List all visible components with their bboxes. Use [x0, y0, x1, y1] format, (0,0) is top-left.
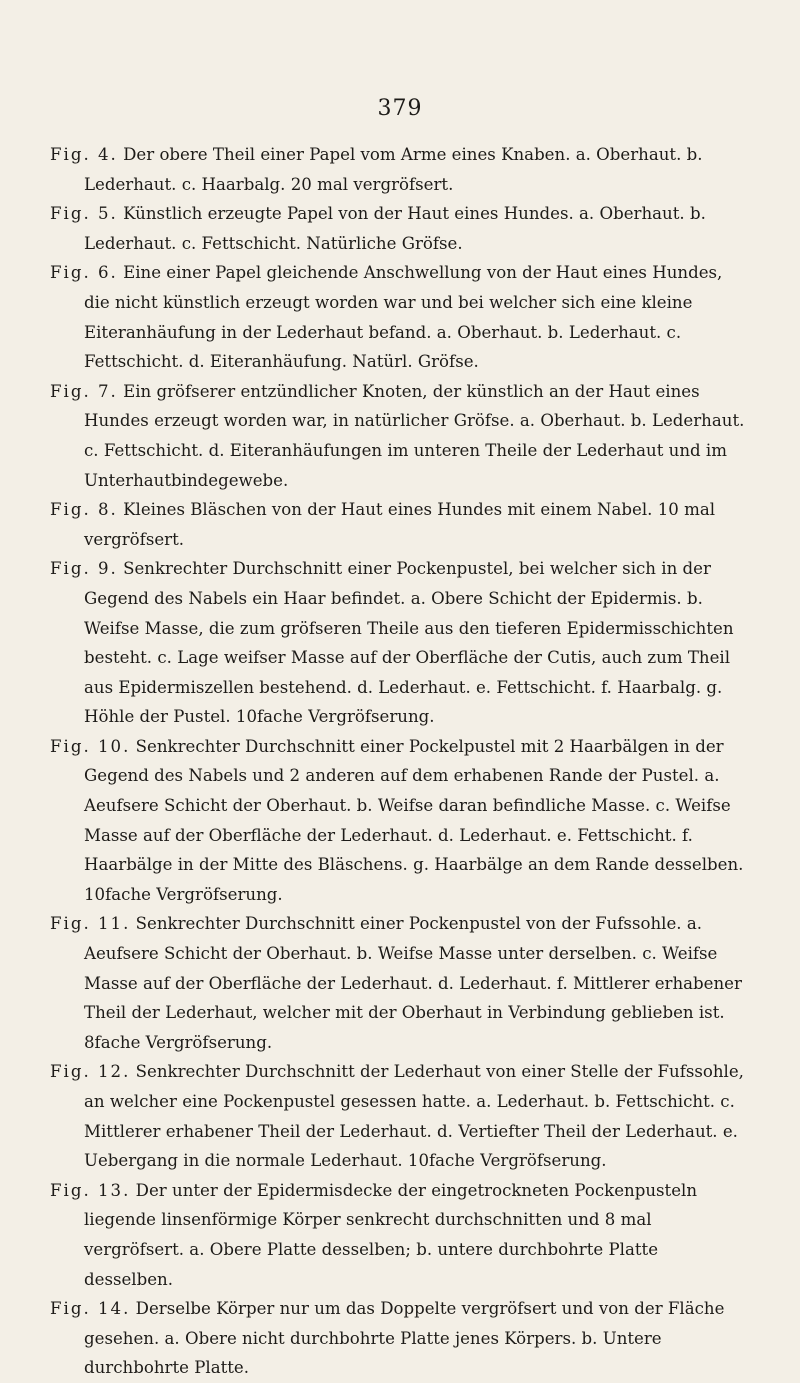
figure-entry [50, 909, 750, 1057]
figure-label: Fig. 10. [50, 736, 131, 756]
figure-entry [50, 199, 750, 258]
figure-description: Ein gröfserer entzündlicher Knoten, der künstlich an der Haut eines Hundes erzeugt worden war, in natürlicher Gröfse. a. Oberhaut. b. Lederhaut. c. Fettschicht. d. Eiteranhäufungen im unteren Theile der Lederhaut und im Unterhautbindegewebe. [84, 381, 745, 490]
figure-entry [50, 1294, 750, 1383]
page-number: 379 [377, 96, 423, 121]
figure-label: Fig. 9. [50, 559, 118, 579]
figure-description: Kleines Bläschen von der Haut eines Hundes mit einem Nabel. 10 mal vergröfsert. [84, 500, 716, 549]
figure-description: Der unter der Epidermisdecke der eingetrockneten Pockenpusteln liegende linsenförmige Körper senkrecht durchschnitten und 8 mal vergröfsert. a. Obere Platte desselben; b. untere durchbohrte Platte desselben. [84, 1180, 698, 1289]
figure-description: Der obere Theil einer Papel vom Arme eines Knaben. a. Oberhaut. b. Lederhaut. c. Haarbalg. 20 mal vergröfsert. [84, 145, 703, 194]
figure-entry [50, 140, 750, 199]
figure-label: Fig. 4. [50, 145, 118, 164]
figure-description: Senkrechter Durchschnitt der Lederhaut von einer Stelle der Fufssohle, an welcher eine Pockenpustel gesessen hatte. a. Lederhaut. b. Fettschicht. c. Mittlerer erhabener Theil der Lederhaut. d. Vertiefter Theil der Lederhaut. e. Uebergang in die normale Lederhaut. 10fache Vergröfserung. [84, 1062, 744, 1171]
figure-label: Fig. 5. [50, 204, 118, 224]
figure-description: Künstlich erzeugte Papel von der Haut eines Hundes. a. Oberhaut. b. Lederhaut. c. Fettschicht. Natürliche Gröfse. [84, 204, 706, 253]
figure-description: Senkrechter Durchschnitt einer Pockenpustel, bei welcher sich in der Gegend des Nabels ein Haar befindet. a. Obere Schicht der Epidermis. b. Weifse Masse, die zum gröfseren Theile aus den tieferen Epidermisschichten besteht. c. Lage weifser Masse auf der Oberfläche der Cutis, auch zum Theil aus Epidermiszellen bestehend. d. Lederhaut. e. Fettschicht. f. Haarbalg. g. Höhle der Pustel. 10fache Vergröfserung. [84, 559, 734, 727]
figure-label: Fig. 11. [50, 914, 131, 934]
figure-entry [50, 258, 750, 376]
figure-entry [50, 1057, 750, 1175]
figure-description: Senkrechter Durchschnitt einer Pockenpustel von der Fufssohle. a. Aeufsere Schicht der Oberhaut. b. Weifse Masse unter derselben. c. Weifse Masse auf der Oberfläche der Lederhaut. d. Lederhaut. f. Mittlerer erhabener Theil der Lederhaut, welcher mit der Oberhaut in Verbindung geblieben ist. 8fache Vergröfserung. [84, 914, 742, 1052]
figure-label: Fig. 12. [50, 1062, 131, 1082]
figure-entry [50, 495, 750, 554]
figure-entry [50, 732, 750, 910]
figure-description: Senkrechter Durchschnitt einer Pockelpustel mit 2 Haarbälgen in der Gegend des Nabels und 2 anderen auf dem erhabenen Rande der Pustel. a. Aeufsere Schicht der Oberhaut. b. Weifse daran befindliche Masse. c. Weifse Masse auf der Oberfläche der Lederhaut. d. Lederhaut. e. Fettschicht. f. Haarbälge in der Mitte des Bläschens. g. Haarbälge an dem Rande desselben. 10fache Vergröfserung. [84, 736, 744, 904]
figure-legend-list [50, 140, 750, 1383]
figure-entry [50, 1176, 750, 1294]
figure-label: Fig. 8. [50, 500, 118, 520]
figure-entry [50, 554, 750, 732]
figure-entry [50, 377, 750, 495]
figure-label: Fig. 7. [50, 381, 118, 401]
figure-description: Eine einer Papel gleichende Anschwellung von der Haut eines Hundes, die nicht künstlich erzeugt worden war und bei welcher sich eine kleine Eiteranhäufung in der Lederhaut befand. a. Oberhaut. b. Lederhaut. c. Fettschicht. d. Eiteranhäufung. Natürl. Gröfse. [84, 263, 723, 372]
figure-label: Fig. 14. [50, 1299, 131, 1319]
figure-description: Derselbe Körper nur um das Doppelte vergröfsert und von der Fläche gesehen. a. Obere nicht durchbohrte Platte jenes Körpers. b. Untere durchbohrte Platte. [84, 1299, 725, 1378]
figure-label: Fig. 6. [50, 263, 118, 283]
figure-label: Fig. 13. [50, 1180, 131, 1200]
